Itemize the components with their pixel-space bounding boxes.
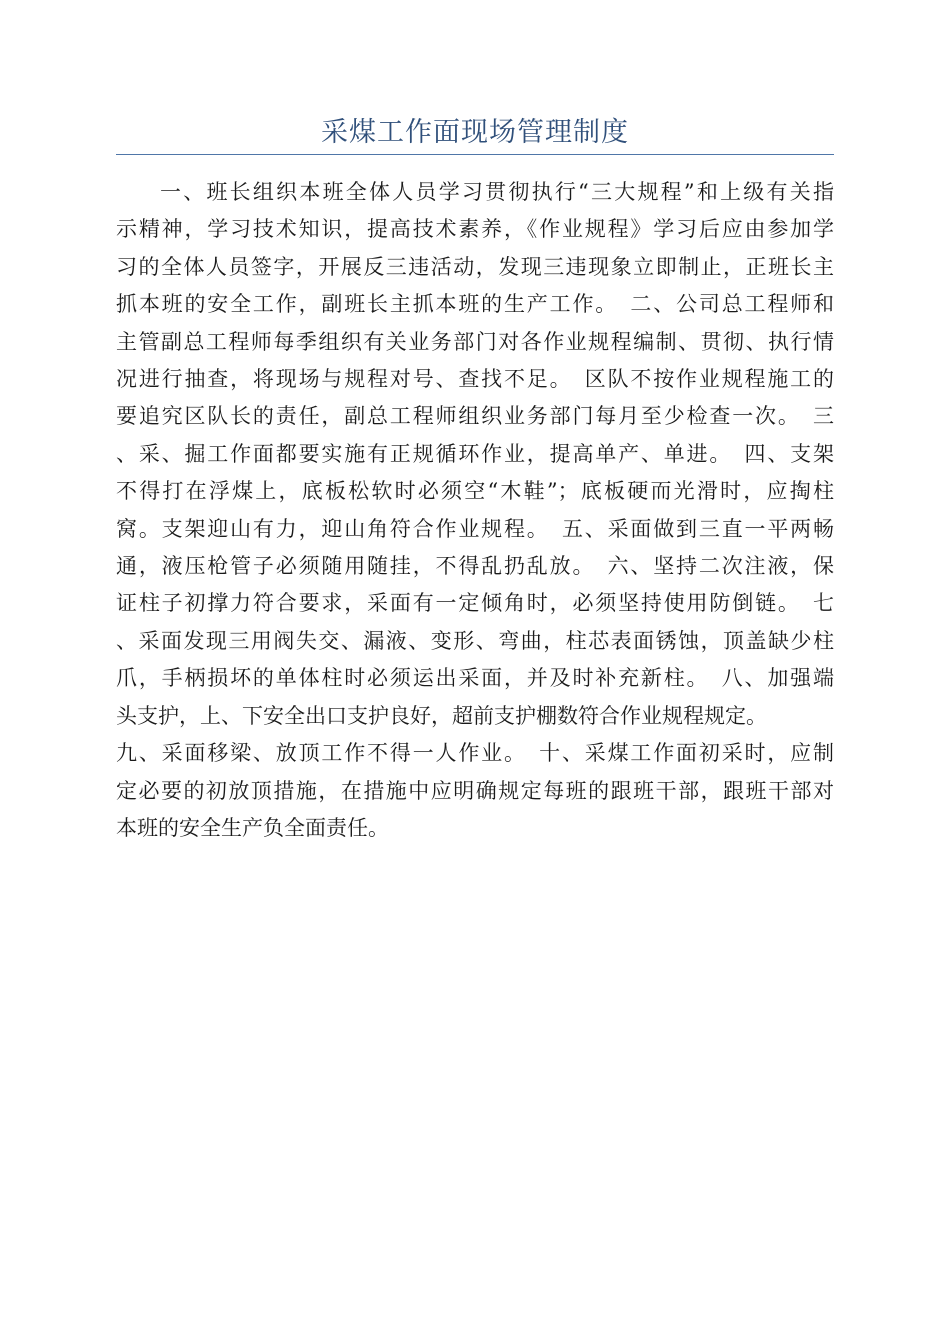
body-line: 不得打在浮煤上，底板松软时必须空“木鞋”；底板硬而光滑时，应掏柱: [116, 479, 834, 504]
body-line: 窝。支架迎山有力，迎山角符合作业规程。 五、采面做到三直一平两畅: [116, 516, 834, 541]
body-line: 抓本班的安全工作，副班长主抓本班的生产工作。 二、公司总工程师和: [116, 292, 834, 317]
body-line: 头支护，上、下安全出口支护良好，超前支护棚数符合作业规程规定。: [116, 703, 767, 728]
body-line: 、采、掘工作面都要实施有正规循环作业，提高单产、单进。 四、支架: [116, 441, 834, 466]
body-line: 一、班长组织本班全体人员学习贯彻执行“三大规程”和上级有关指: [160, 180, 834, 204]
body-line: 本班的安全生产负全面责任。: [116, 815, 389, 840]
body-line: 证柱子初撑力符合要求，采面有一定倾角时，必须坚持使用防倒链。 七: [116, 591, 834, 616]
body-line: 定必要的初放顶措施，在措施中应明确规定每班的跟班干部，跟班干部对: [116, 778, 834, 803]
body-line: 爪，手柄损坏的单体柱时必须运出采面，并及时补充新柱。 八、加强端: [116, 666, 834, 691]
body-line: 况进行抽查，将现场与规程对号、查找不足。 区队不按作业规程施工的: [116, 367, 834, 392]
body-line: 九、采面移梁、放顶工作不得一人作业。 十、采煤工作面初采时，应制: [116, 741, 834, 766]
body-line: 主管副总工程师每季组织有关业务部门对各作业规程编制、贯彻、执行情: [116, 329, 834, 354]
body-line: 习的全体人员签字，开展反三违活动，发现三违现象立即制止，正班长主: [116, 254, 834, 279]
body-line: 、采面发现三用阀失交、漏液、变形、弯曲，柱芯表面锈蚀，顶盖缺少柱: [116, 628, 834, 653]
document-title: 采煤工作面现场管理制度: [321, 117, 629, 148]
body-line: 示精神，学习技术知识，提高技术素养，《作业规程》学习后应由参加学: [116, 217, 834, 242]
document-body: [116, 174, 834, 847]
body-line: 通，液压枪管子必须随用随挂，不得乱扔乱放。 六、坚持二次注液，保: [116, 554, 834, 579]
title-underline: [116, 154, 834, 155]
body-line: 要追究区队长的责任，副总工程师组织业务部门每月至少检查一次。 三: [116, 404, 834, 429]
